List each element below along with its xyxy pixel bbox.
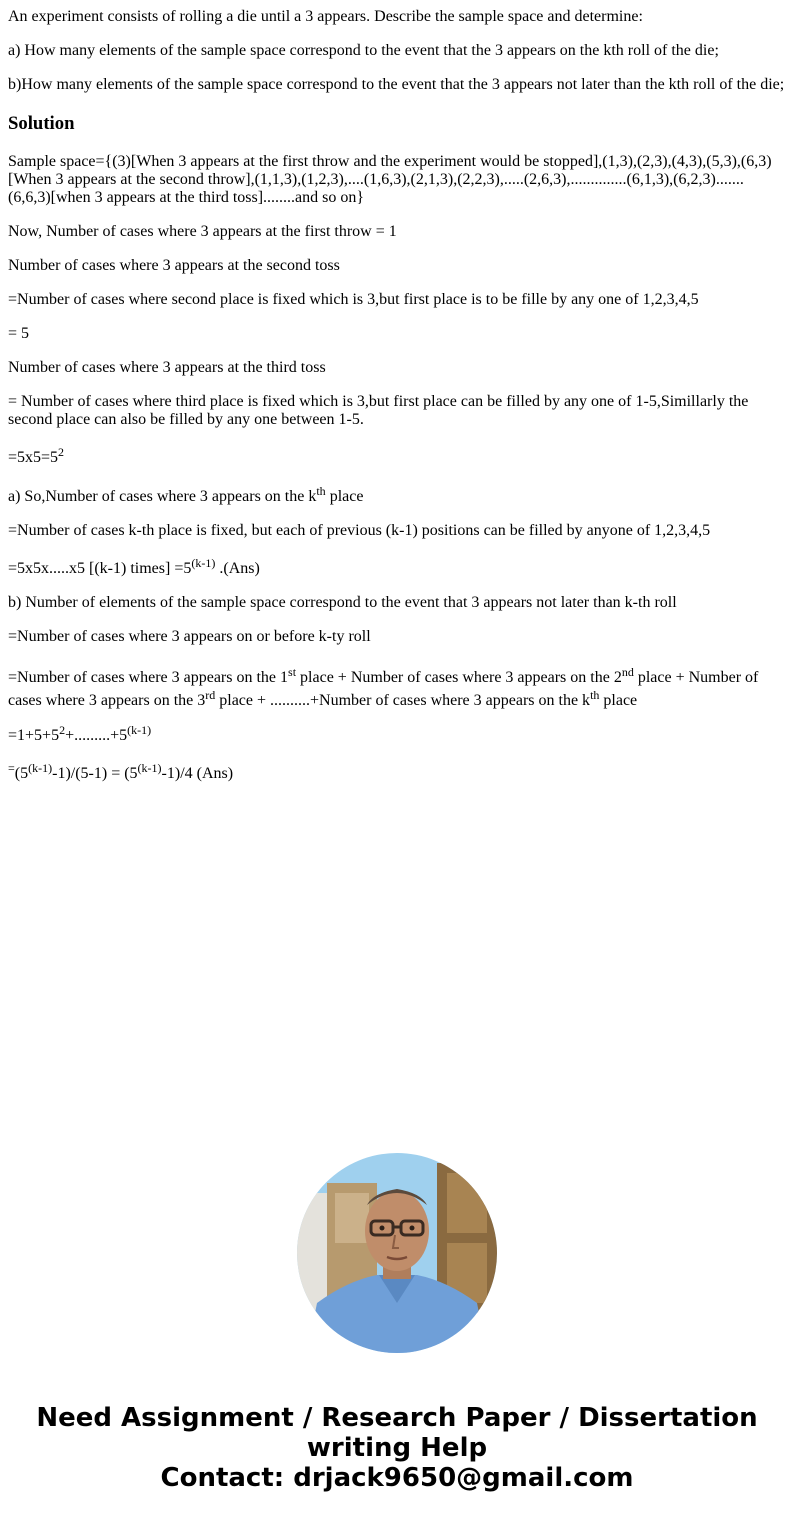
part-a-answer: =5x5x.....x5 [(k-1) times] $=5^{(k-1)}$ .(Ans) bbox=[8, 556, 260, 577]
avatar-portrait-icon bbox=[297, 1153, 497, 1353]
part-b-sum: =Number of cases where 3 appears on the 1st place + Number of cases where 3 appears on the 2nd place + Number of cases where 3 appears on the 3rd place + ..........+Number of cases where 3 appears on the $k^{th}$ place bbox=[8, 665, 759, 709]
question-intro: An experiment consists of rolling a die until a 3 appears. Describe the sample space and determine: bbox=[8, 8, 643, 25]
promo-contact: Contact: drjack9650@gmail.com bbox=[160, 1463, 634, 1493]
part-b-answer: $^=(5^{(k-1)}-1)/(5-1) = (5^{(k-1)}-1)/4$ (Ans) bbox=[8, 761, 234, 782]
second-toss-result: = 5 bbox=[8, 325, 30, 342]
first-throw-count: Now, Number of cases where 3 appears at the first throw = 1 bbox=[8, 223, 397, 240]
promo-line-1: Need Assignment / Research Paper / Dissertation bbox=[36, 1403, 758, 1433]
third-toss-heading: Number of cases where 3 appears at the third toss bbox=[8, 359, 326, 376]
second-toss-detail: =Number of cases where second place is fixed which is 3,but first place is to be fille by any one of 1,2,3,4,5 bbox=[8, 291, 699, 308]
question-part-b: b)How many elements of the sample space correspond to the event that the 3 appears not later than the kth roll of the die; bbox=[8, 76, 785, 93]
part-a-detail: =Number of cases k-th place is fixed, but each of previous (k-1) positions can be filled by anyone of 1,2,3,4,5 bbox=[8, 522, 711, 539]
question-part-a: a) How many elements of the sample space correspond to the event that the 3 appears on the kth roll of the die; bbox=[8, 42, 719, 59]
part-b-intro: b) Number of elements of the sample space correspond to the event that 3 appears not later than k-th roll bbox=[8, 594, 677, 611]
promo-footer bbox=[0, 1403, 794, 1493]
part-b-series: $=1+5+5^2+.........+5^{(k-1)}$ bbox=[8, 723, 152, 744]
sample-space-text: Sample space={(3)[When 3 appears at the first throw and the experiment would be stopped],(1,3),(2,3),(4,3),(5,3),(6,3)[When 3 appears at the second throw],(1,1,3),(1,2,3),....(1,6,3),(2,1,3),(2,2,3),.....(2,6,3),..............(6,1,3),(6,2,3).......(6,6,3)[when 3 appears at the third toss]........and so on} bbox=[8, 153, 772, 206]
part-a-intro: a) So,Number of cases where 3 appears on the $k^{th}$ place bbox=[8, 484, 364, 505]
third-toss-detail: = Number of cases where third place is fixed which is 3,but first place can be filled by any one of 1-5,Simillarly the second place can also be filled by any one between 1-5. bbox=[8, 393, 749, 428]
third-toss-result: $=5x5=5^2$ bbox=[8, 445, 65, 466]
second-toss-heading: Number of cases where 3 appears at the second toss bbox=[8, 257, 340, 274]
promo-line-2: writing Help bbox=[306, 1433, 488, 1463]
author-avatar bbox=[297, 1153, 497, 1353]
part-b-detail: =Number of cases where 3 appears on or before k-ty roll bbox=[8, 628, 371, 645]
solution-heading: Solution bbox=[8, 113, 75, 134]
